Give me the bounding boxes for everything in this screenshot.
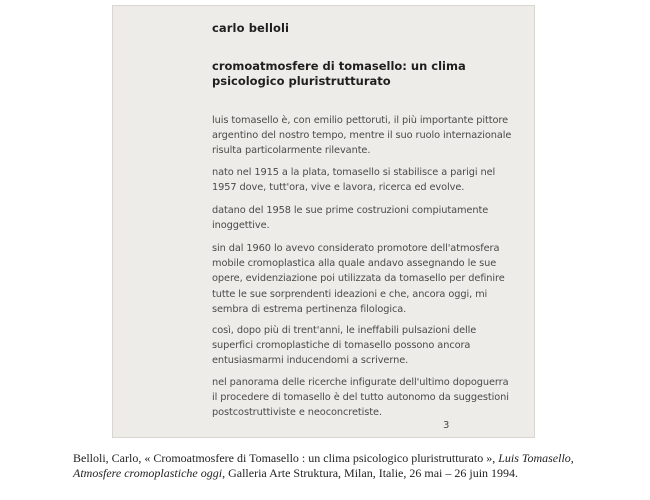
text-line: superfici cromoplastiche di tomasello possono ancora	[212, 340, 471, 352]
caption-line	[73, 466, 593, 481]
text-line: tutte le sue sorprendenti ideazioni e che, ancora oggi, mi	[212, 288, 488, 300]
text-line: argentino del nostro tempo, mentre il suo ruolo internazionale	[212, 130, 512, 142]
text-line: mobile cromoplastica alla quale andavo assegnando le sue	[212, 258, 497, 270]
text-line: sembra di estrema pertinenza filologica.	[212, 303, 407, 315]
scanned-page	[112, 5, 535, 438]
caption-publication-info: , Galleria Arte Struktura, Milan, Italie, 26 mai – 26 juin 1994.	[222, 466, 519, 480]
text-line: risulta particolarmente rilevante.	[212, 145, 371, 157]
caption-book-title: Atmosfere cromoplastiche oggi	[73, 466, 223, 480]
paragraph	[212, 113, 532, 159]
author-name: carlo belloli	[212, 21, 290, 35]
text-line: 1957 dove, tutt'ora, vive e lavora, ricerca ed evolve.	[212, 182, 465, 194]
caption-book-author: Luis Tomasello,	[498, 451, 574, 465]
text-line: luis tomasello è, con emilio pettoruti, il più importante pittore	[212, 115, 509, 126]
caption-line	[73, 451, 593, 466]
text-line: così, dopo più di trent'anni, le ineffabili pulsazioni delle	[212, 325, 477, 336]
paragraph	[212, 375, 532, 421]
page-number: 3	[443, 420, 450, 431]
caption-citation: Belloli, Carlo, « Cromoatmosfere di Tomasello : un clima psicologico pluristrutturato »,	[73, 451, 499, 465]
text-line: nato nel 1915 a la plata, tomasello si stabilisce a parigi nel	[212, 167, 496, 178]
paragraph	[212, 241, 532, 317]
title-line: cromoatmosfere di tomasello: un clima	[212, 59, 466, 73]
text-line: sin dal 1960 lo avevo considerato promotore dell'atmosfera	[212, 243, 500, 254]
title-line: psicologico pluristrutturato	[212, 74, 391, 88]
text-line: opere, evidenziazione poi utilizzata da tomasello per definire	[212, 273, 505, 285]
image-caption	[73, 451, 593, 481]
paragraph	[212, 203, 532, 233]
paragraph	[212, 165, 532, 195]
text-line: il procedere di tomasello è del tutto autonomo da suggestioni	[212, 392, 509, 404]
text-line: inoggettive.	[212, 220, 270, 232]
text-line: nel panorama delle ricerche infigurate dell'ultimo dopoguerra	[212, 377, 509, 388]
text-line: datano del 1958 le sue prime costruzioni compiutamente	[212, 205, 489, 216]
text-line: postcostruttiviste e neoconcretiste.	[212, 407, 382, 419]
text-line: entusiasmarmi inducendomi a scriverne.	[212, 355, 409, 367]
article-title	[212, 59, 512, 89]
paragraph	[212, 323, 532, 369]
